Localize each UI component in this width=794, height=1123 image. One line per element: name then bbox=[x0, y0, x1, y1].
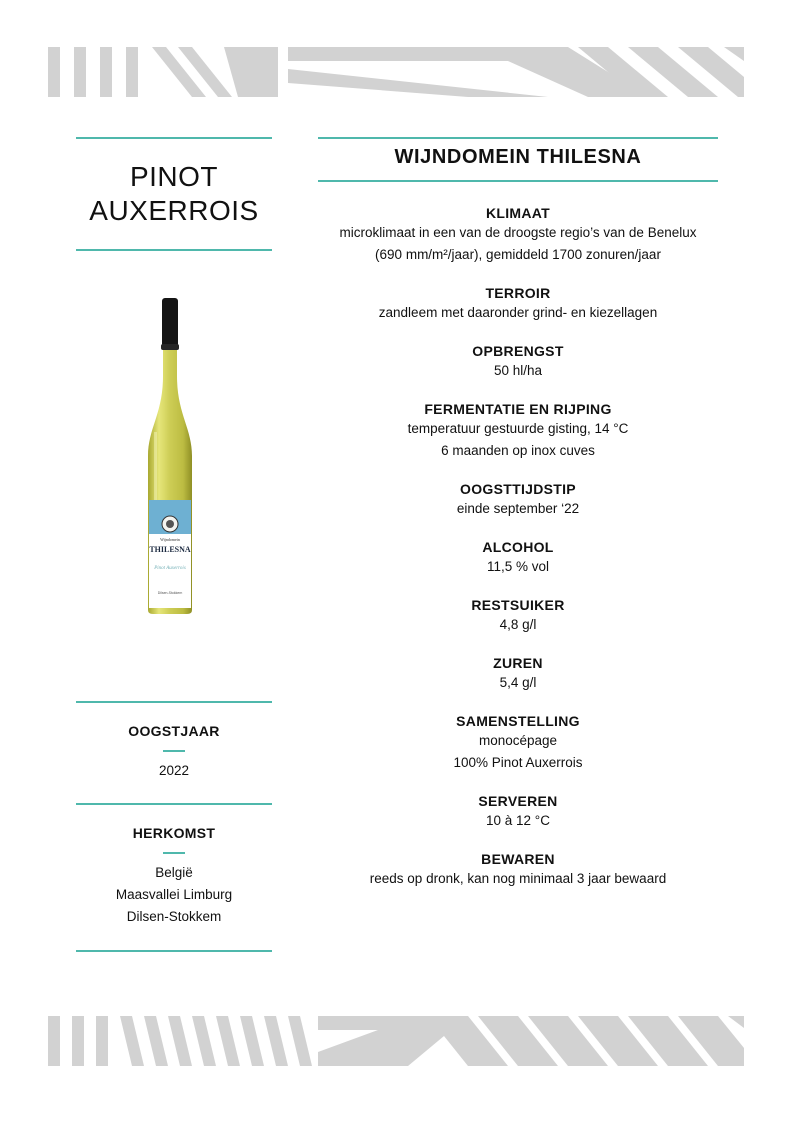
divider-line bbox=[76, 701, 272, 703]
bottle-label-brand: THILESNA bbox=[149, 545, 191, 554]
winery-title: WIJNDOMEIN THILESNA bbox=[394, 146, 642, 168]
spec-terroir bbox=[318, 284, 718, 324]
spec-value: (690 mm/m²/jaar), gemiddeld 1700 zonuren/jaar bbox=[375, 247, 661, 262]
spec-label: SAMENSTELLING bbox=[456, 713, 580, 729]
spec-label: BEWAREN bbox=[481, 851, 555, 867]
spec-residual-sugar bbox=[318, 596, 718, 636]
decorative-stripe-band-bottom bbox=[48, 1016, 744, 1066]
wine-name bbox=[76, 160, 272, 228]
spec-label: OOGSTTIJDSTIP bbox=[460, 481, 576, 497]
decorative-stripe-band-top bbox=[48, 47, 744, 97]
wine-name-line-1: PINOT bbox=[129, 161, 219, 192]
spec-list bbox=[318, 204, 718, 908]
spec-climate bbox=[318, 204, 718, 266]
spec-fermentation bbox=[318, 400, 718, 462]
spec-alcohol bbox=[318, 538, 718, 578]
bottle-label-footer: Dilsen-Stokkem bbox=[157, 591, 183, 595]
divider-line bbox=[76, 137, 272, 139]
spec-value: zandleem met daaronder grind- en kiezellagen bbox=[378, 305, 658, 320]
spec-label: ALCOHOL bbox=[482, 539, 554, 555]
spec-value: monocépage bbox=[478, 733, 558, 748]
divider-line bbox=[76, 950, 272, 952]
wine-name-line-2: AUXERROIS bbox=[89, 195, 259, 226]
origin-label: HERKOMST bbox=[132, 825, 216, 841]
spec-acids bbox=[318, 654, 718, 694]
vintage-label: OOGSTJAAR bbox=[128, 723, 220, 739]
spec-value: reeds op dronk, kan nog minimaal 3 jaar bewaard bbox=[369, 871, 667, 886]
spec-value: 10 à 12 °C bbox=[486, 813, 550, 828]
spec-label: FERMENTATIE EN RIJPING bbox=[424, 401, 612, 417]
spec-value: 100% Pinot Auxerrois bbox=[453, 755, 583, 770]
divider-line bbox=[318, 137, 718, 139]
origin-line: België bbox=[155, 865, 193, 880]
spec-label: TERROIR bbox=[485, 285, 551, 301]
spec-label: ZUREN bbox=[493, 655, 543, 671]
divider-line bbox=[76, 249, 272, 251]
spec-value: einde september ‘22 bbox=[456, 501, 580, 516]
spec-value: 11,5 % vol bbox=[486, 559, 550, 574]
spec-storage bbox=[318, 850, 718, 890]
origin-line: Dilsen-Stokkem bbox=[126, 909, 222, 924]
spec-composition bbox=[318, 712, 718, 774]
spec-label: RESTSUIKER bbox=[471, 597, 565, 613]
wine-bottle-image bbox=[145, 296, 195, 614]
vintage-value: 2022 bbox=[158, 763, 190, 778]
bottle-label-script: Pinot Auxerrois bbox=[154, 566, 186, 571]
spec-value: 50 hl/ha bbox=[493, 363, 543, 378]
spec-value: 6 maanden op inox cuves bbox=[441, 443, 595, 458]
divider-line bbox=[318, 180, 718, 182]
spec-label: SERVEREN bbox=[478, 793, 558, 809]
spec-label: OPBRENGST bbox=[472, 343, 564, 359]
spec-yield bbox=[318, 342, 718, 382]
origin-section bbox=[76, 822, 272, 928]
accent-dash bbox=[163, 750, 185, 752]
bottle-label-small: Wijndomein bbox=[160, 537, 180, 542]
origin-line: Maasvallei Limburg bbox=[115, 887, 233, 902]
spec-value: temperatuur gestuurde gisting, 14 °C bbox=[407, 421, 629, 436]
spec-value: microklimaat in een van de droogste regio’s van de Benelux bbox=[339, 225, 697, 240]
spec-harvest-time bbox=[318, 480, 718, 520]
vintage-section bbox=[76, 720, 272, 782]
accent-dash bbox=[163, 852, 185, 854]
spec-serving bbox=[318, 792, 718, 832]
spec-label: KLIMAAT bbox=[485, 205, 551, 221]
divider-line bbox=[76, 803, 272, 805]
spec-value: 5,4 g/l bbox=[499, 675, 537, 690]
spec-value: 4,8 g/l bbox=[499, 617, 537, 632]
